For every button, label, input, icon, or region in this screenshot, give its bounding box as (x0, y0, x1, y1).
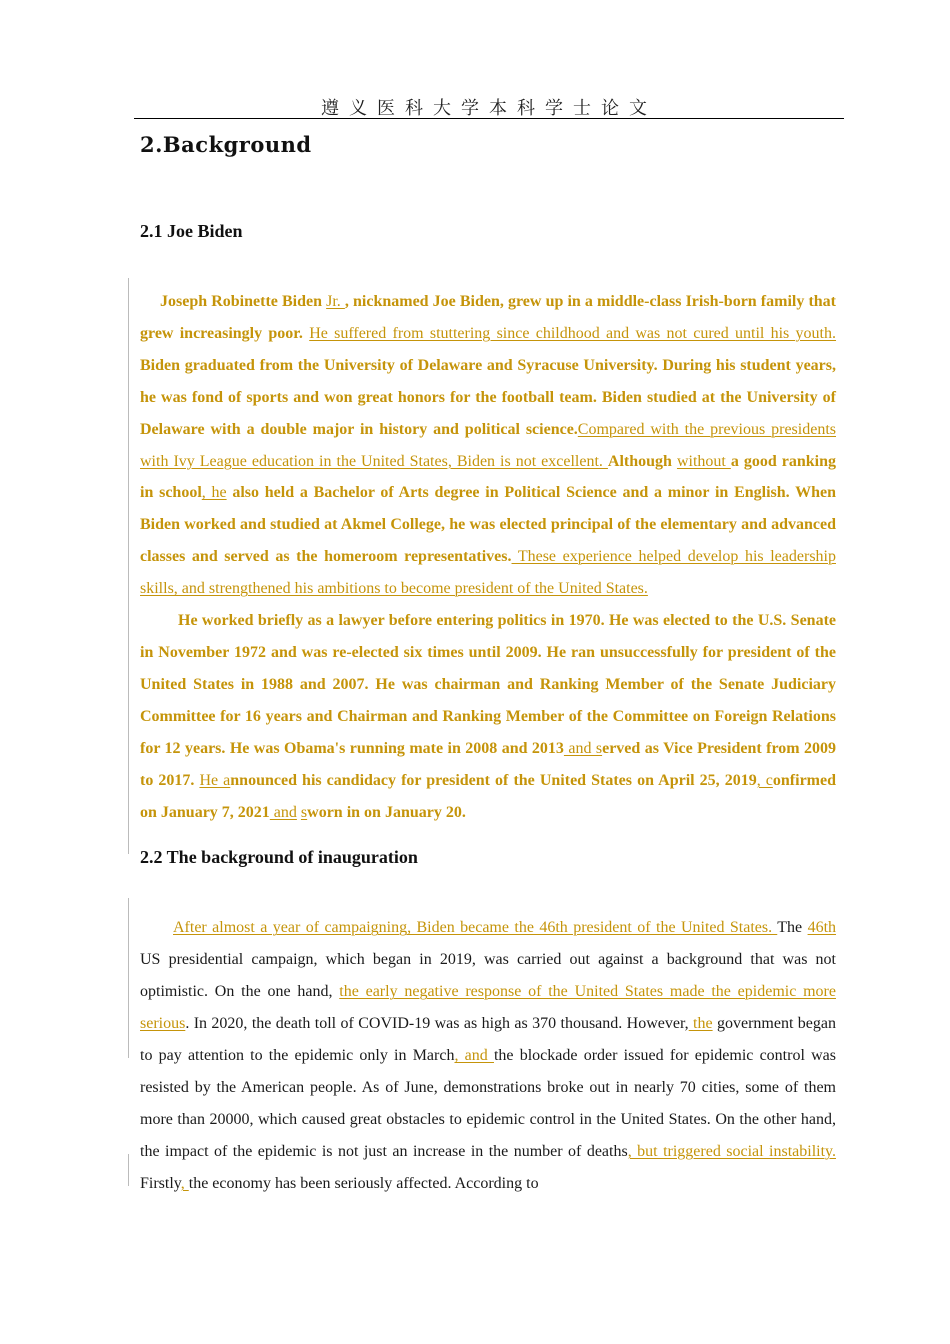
page-header (134, 94, 844, 119)
subsection-heading-joe-biden: 2.1 Joe Biden (140, 221, 243, 241)
paragraph-biden-early-life: Joseph Robinette Biden Jr. , nicknamed Joe Biden, grew up in a middle-class Irish-born family that grew increasingly poor. He suffered from stuttering since childhood and was not cured until his youth. Biden graduated from the University of Delaware and Syracuse University. During his student years, he was fond of sports and won great honors for the football team. Biden studied at the University of Delaware with a double major in history and political science.Compared with the previous presidents with Ivy League education in the United States, Biden is not excellent. Although without a good ranking in school, he also held a Bachelor of Arts degree in Political Science and a minor in English. When Biden worked and studied at Akmel College, he was elected principal of the elementary and advanced classes and served as the homeroom representatives. These experience helped develop his leadership skills, and strengthened his ambitions to become president of the United States. (140, 293, 837, 598)
section-heading: 2.Background (140, 132, 312, 157)
document-body (140, 130, 836, 1200)
header-title: 遵义医科大学本科学士论文 (321, 98, 657, 119)
inauguration-block (140, 912, 836, 1199)
paragraph-inauguration-background: After almost a year of campaigning, Biden became the 46th president of the United States. The 46th US presidential campaign, which began in 2019, was carried out against a background that was not optimistic. On the one hand, the early negative response of the United States made the epidemic more serious. In 2020, the death toll of COVID-19 was as high as 370 thousand. However, the government began to pay attention to the epidemic only in March, and the blockade order issued for epidemic control was resisted by the American people. As of June, demonstrations broke out in nearly 70 cities, some of them more than 20000, which caused great obstacles to epidemic control in the United States. On the other hand, the impact of the epidemic is not just an increase in the number of deaths, but triggered social instability. Firstly, the economy has been seriously affected. According to (140, 919, 837, 1192)
paragraph-biden-career: He worked briefly as a lawyer before entering politics in 1970. He was elected to the U.S. Senate in November 1972 and was re-elected six times until 2009. He ran unsuccessfully for president of the United States in 1988 and 2007. He was chairman and Ranking Member of the Senate Judiciary Committee for 16 years and Chairman and Ranking Member of the Committee on Foreign Relations for 12 years. He was Obama's running mate in 2008 and 2013 and served as Vice President from 2009 to 2017. He announced his candidacy for president of the United States on April 25, 2019, confirmed on January 7, 2021 and sworn in on January 20. (140, 612, 837, 821)
revision-bar (128, 1154, 129, 1186)
revision-bar (128, 898, 129, 1058)
subsection-heading-inauguration: 2.2 The background of inauguration (140, 847, 418, 868)
revision-bar (128, 278, 129, 854)
biden-bio-block (140, 286, 836, 828)
